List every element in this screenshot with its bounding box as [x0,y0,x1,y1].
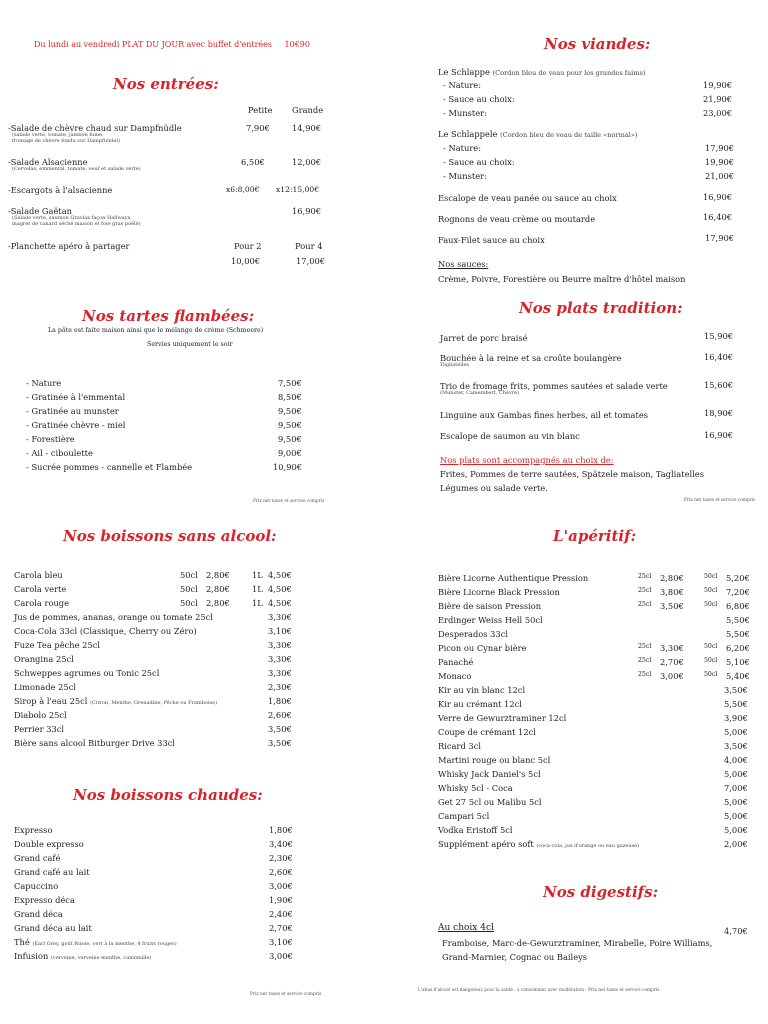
boisson-price: 2,60€ [268,710,292,720]
boisson-label: Sirop à l'eau 25cl [14,696,88,706]
aperitif-volume: 25cl [638,601,652,608]
aperitif-name: Get 27 5cl ou Malibu 5cl [438,797,542,807]
boisson-volume: 1L [252,598,263,608]
boisson-chaude-price: 1,80€ [269,825,293,835]
viande-price: 17,90€ [705,143,735,153]
plat-name: Linguine aux Gambas fines herbes, ail et tomates [440,410,648,420]
aperitif-price: 7,20€ [726,587,750,597]
aperitif-name: Kir au vin blanc 12cl [438,685,526,695]
boisson-chaude-label: Thé [14,937,30,947]
entree-price-small: 10,00€ [231,256,261,266]
boisson-chaude-price: 1,90€ [269,895,293,905]
entree-portion-small: Pour 2 [234,241,262,251]
aperitif-price: 2,00€ [724,839,748,849]
aperitif-price: 5,50€ [726,629,750,639]
boisson-chaude-price: 3,00€ [269,881,293,891]
tarte-name: - Gratinée au munster [26,406,119,416]
digestif-choice: Au choix 4cl [438,923,494,933]
aperitif-price: 2,70€ [660,657,684,667]
boisson-chaude-name: Expresso déca [14,895,75,905]
digestifs-footnote: L'abus d'alcool est dangereux pour la santé - à consommer avec modération - Prix net taxes et service compris [418,988,660,993]
schlappe-name: Le Schlappe [438,67,490,77]
aperitif-price: 5,10€ [726,657,750,667]
aperitif-price: 3,00€ [660,671,684,681]
aperitif-price: 3,50€ [724,685,748,695]
digestif-price: 4,70€ [724,926,748,936]
accompagnement-list: Frites, Pommes de terre sautées, Spätzele maison, Tagliatelles [440,469,704,479]
boisson-chaude-price: 2,30€ [269,853,293,863]
viande-price: 19,90€ [705,157,735,167]
col-header-grande: Grande [292,105,324,115]
tarte-price: 8,50€ [278,392,302,402]
boisson-chaude-name: Capuccino [14,881,59,891]
entree-name: -Escargots à l'alsacienne [8,185,113,195]
aperitif-price: 5,20€ [726,573,750,583]
boisson-price: 3,30€ [268,654,292,664]
tarte-price: 9,50€ [278,406,302,416]
aperitif-name: Picon ou Cynar bière [438,643,527,653]
tarte-name: - Gratinée à l'emmental [26,392,126,402]
boisson-chaude-price: 3,10€ [269,937,293,947]
tarte-name: - Nature [26,378,62,388]
entree-note: (Salade verte, saumon Gravlax façon Hallways, [12,215,132,221]
boisson-price: 2,80€ [206,584,230,594]
aperitif-volume: 25cl [638,587,652,594]
plat-name: Bouchée à la reine et sa croûte boulangère [440,353,622,363]
aperitif-volume: 50cl [704,671,718,678]
section-title-chaudes: Nos boissons chaudes: [73,786,263,804]
plat-price: 18,90€ [704,408,734,418]
plat-note: Tagliatelles [440,362,469,368]
aperitif-price: 5,40€ [726,671,750,681]
boisson-chaude-price: 2,70€ [269,923,293,933]
entree-name: -Salade Gaëtan [8,206,73,216]
entree-price-large: 14,90€ [292,123,322,133]
aperitif-volume: 50cl [704,657,718,664]
aperitif-price: 6,20€ [726,643,750,653]
tarte-price: 9,50€ [278,434,302,444]
entree-name: -Salade Alsacienne [8,157,88,167]
aperitif-price: 4,00€ [724,755,748,765]
boisson-price: 3,50€ [268,724,292,734]
boisson-chaude-price: 3,00€ [269,951,293,961]
boisson-chaude-name: Expresso [14,825,53,835]
boisson-chaude-name: Grand café [14,853,61,863]
section-title-sans-alcool: Nos boissons sans alcool: [63,527,277,545]
section-title-viandes: Nos viandes: [544,35,651,53]
viande-price: 23,00€ [703,108,733,118]
viande-price: 16,40€ [703,212,733,222]
aperitif-name: Ricard 3cl [438,741,481,751]
boisson-name: Limonade 25cl [14,682,77,692]
tarte-price: 10,90€ [273,462,303,472]
entree-price-large: 16,90€ [292,206,322,216]
aperitif-price: 5,50€ [726,615,750,625]
aperitif-name: Monaco [438,671,472,681]
viande-option: - Sauce au choix: [443,157,515,167]
aperitif-price: 3,90€ [724,713,748,723]
boisson-chaude-name [14,938,177,947]
aperitif-volume: 50cl [704,643,718,650]
plat-name: Jarret de porc braisé [440,333,528,343]
boisson-name: Jus de pommes, ananas, orange ou tomate 25cl [14,612,213,622]
boisson-name: Coca-Cola 33cl (Classique, Cherry ou Zéro) [14,626,197,636]
boisson-price: 2,30€ [268,682,292,692]
aperitif-name: Whisky Jack Daniel's 5cl [438,769,541,779]
aperitif-price: 6,80€ [726,601,750,611]
aperitif-price: 3,80€ [660,587,684,597]
entree-note: (Cervelas, emmental, tomate, oeuf et salade verte) [12,166,141,172]
viande-price: 16,90€ [703,192,733,202]
schlappele-note: (Cordon bleu de veau de taille «normal») [500,131,638,139]
boisson-name: Orangina 25cl [14,654,74,664]
aperitif-price: 5,00€ [724,797,748,807]
aperitif-name: Erdinger Weiss Hell 50cl [438,615,543,625]
boisson-price: 3,50€ [268,738,292,748]
aperitif-note: (coca-cola, jus d'orange ou eau gazeuse) [536,843,640,849]
banner-price: 10€90 [284,40,310,49]
entree-portion-large: Pour 4 [295,241,323,251]
boisson-volume: 50cl [180,598,198,608]
boisson-chaude-name [14,952,151,961]
viande-name: Rognons de veau crème ou moutarde [438,214,596,224]
boisson-name [14,697,217,706]
schlappe-title [438,68,646,77]
digestif-list: Grand-Marnier, Cognac ou Baileys [442,952,588,962]
banner-text: Du lundi au vendredi PLAT DU JOUR avec buffet d'entrées [34,40,272,49]
boisson-chaude-name: Grand déca au lait [14,923,92,933]
entree-price-large: x12:15,00€ [276,185,320,194]
tradition-footnote: Prix net taxes et service compris [684,498,756,503]
aperitif-name: Whisky 5cl - Coca [438,783,513,793]
boisson-name: Schweppes agrumes ou Tonic 25cl [14,668,160,678]
aperitif-price: 7,00€ [724,783,748,793]
aperitif-price: 5,00€ [724,825,748,835]
boisson-name: Carola bleu [14,570,63,580]
tarte-name: - Sucrée pommes - cannelle et Flambée [26,462,193,472]
aperitif-volume: 25cl [638,671,652,678]
aperitif-price: 3,30€ [660,643,684,653]
aperitif-name: Panaché [438,657,474,667]
boisson-chaude-name: Grand café au lait [14,867,90,877]
aperitif-name: Martini rouge ou blanc 5cl [438,755,551,765]
plat-name: Trio de fromage frits, pommes sautées et salade verte [440,381,668,391]
viande-option: - Munster: [443,171,487,181]
aperitif-name: Verre de Gewurztraminer 12cl [438,713,567,723]
aperitif-name: Desperados 33cl [438,629,509,639]
aperitif-name: Coupe de crémant 12cl [438,727,536,737]
boisson-price: 3,30€ [268,640,292,650]
plat-price: 16,90€ [704,430,734,440]
boisson-name: Carola verte [14,584,67,594]
entree-name: -Planchette apéro à partager [8,241,130,251]
boisson-name: Bière sans alcool Bitburger Drive 33cl [14,738,176,748]
boisson-name: Perrier 33cl [14,724,65,734]
boisson-volume: 1L [252,570,263,580]
aperitif-price: 3,50€ [724,741,748,751]
entree-note: fromage de chèvre fondu sur Dampfnüdel) [12,138,121,144]
tarte-name: - Gratinée chèvre - miel [26,420,126,430]
schlappele-name: Le Schlappele [438,129,498,139]
schlappe-note: (Cordon bleu de veau pour les grandes faims) [492,69,646,77]
entree-name: -Salade de chèvre chaud sur Dampfnüdle [8,123,182,133]
accompagnement-title: Nos plats sont accompagnés au choix de: [440,455,614,465]
boisson-chaude-price: 2,60€ [269,867,293,877]
aperitif-name: Kir au crémant 12cl [438,699,522,709]
viande-price: 21,90€ [703,94,733,104]
boisson-price: 3,30€ [268,612,292,622]
viande-option: - Nature: [443,143,481,153]
boisson-price: 1,80€ [268,696,292,706]
viande-option: - Sauce au choix: [443,94,515,104]
boisson-name: Fuze Tea pêche 25cl [14,640,101,650]
tartes-subtitle: Servies uniquement le soir [147,341,233,348]
boisson-chaude-price: 3,40€ [269,839,293,849]
entree-price-small: x6:8,00€ [226,185,260,194]
aperitif-name: Campari 5cl [438,811,490,821]
section-title-aperitif: L'apéritif: [553,527,637,545]
aperitif-volume: 50cl [704,573,718,580]
chaudes-footnote: Prix net taxes et service compris [250,992,322,997]
aperitif-label: Supplément apéro soft [438,839,534,849]
boisson-volume: 50cl [180,584,198,594]
tarte-name: - Forestière [26,434,75,444]
boisson-chaude-price: 2,40€ [269,909,293,919]
aperitif-name [438,840,639,849]
boisson-chaude-label: Infusion [14,951,49,961]
viande-price: 17,90€ [705,233,735,243]
viande-option: - Munster: [443,108,487,118]
tarte-price: 9,50€ [278,420,302,430]
aperitif-volume: 50cl [704,587,718,594]
col-header-petite: Petite [248,105,273,115]
entree-note: (salade verte, tomate, jambon fumé, [12,132,104,138]
tartes-subtitle: La pâte est faite maison ainsi que le mélange de crème (Schmeere) [48,327,264,334]
plat-name: Escalope de saumon au vin blanc [440,431,580,441]
section-title-digestifs: Nos digestifs: [543,883,659,901]
tarte-price: 9,00€ [278,448,302,458]
aperitif-volume: 25cl [638,657,652,664]
schlappele-title [438,130,637,139]
entree-price-small: 7,90€ [246,123,270,133]
boisson-name: Diabolo 25cl [14,710,67,720]
aperitif-price: 3,50€ [660,601,684,611]
boisson-price: 2,80€ [206,570,230,580]
boisson-volume: 1L [252,584,263,594]
boisson-price: 4,50€ [268,570,292,580]
aperitif-price: 5,00€ [724,811,748,821]
tarte-price: 7,50€ [278,378,302,388]
section-title-tartes: Nos tartes flambées: [82,307,255,325]
boisson-chaude-name: Grand déca [14,909,63,919]
digestif-list: Framboise, Marc-de-Gewurztraminer, Mirabelle, Poire Williams, [442,938,713,948]
aperitif-price: 5,50€ [724,699,748,709]
aperitif-price: 2,80€ [660,573,684,583]
aperitif-price: 5,00€ [724,769,748,779]
plat-du-jour-banner [34,40,310,49]
boisson-name: Carola rouge [14,598,70,608]
tartes-footnote: Prix net taxes et service compris [253,499,325,504]
viande-name: Faux-Filet sauce au choix [438,235,545,245]
entree-note: magret de canard séché maison et foie gras poêlé) [12,221,141,227]
section-title-tradition: Nos plats tradition: [519,299,683,317]
accompagnement-list: Légumes ou salade verte. [440,483,548,493]
boisson-price: 4,50€ [268,598,292,608]
aperitif-volume: 50cl [704,601,718,608]
boisson-chaude-note: (Earl Grey, goût Russe, vert à la menthe, 4 fruits rouges) [32,941,177,947]
section-title-entrees: Nos entrées: [113,75,219,93]
viande-name: Escalope de veau panée ou sauce au choix [438,193,617,203]
entree-price-large: 17,00€ [296,256,326,266]
viande-option: - Nature: [443,80,481,90]
boisson-price: 3,10€ [268,626,292,636]
plat-price: 15,60€ [704,380,734,390]
aperitif-volume: 25cl [638,573,652,580]
tarte-name: - Ail - ciboulette [26,448,93,458]
boisson-chaude-note: (verveine, verveine menthe, camomille) [50,955,152,961]
plat-price: 16,40€ [704,352,734,362]
boisson-price: 3,30€ [268,668,292,678]
boisson-chaude-name: Double expresso [14,839,84,849]
boisson-volume: 50cl [180,570,198,580]
entree-price-large: 12,00€ [292,157,322,167]
plat-price: 15,90€ [704,331,734,341]
aperitif-name: Vodka Eristoff 5cl [438,825,513,835]
aperitif-name: Bière de saison Pression [438,601,542,611]
boisson-note: (Citron, Menthe, Grenadine, Pêche ou Framboise) [90,700,218,706]
boisson-price: 4,50€ [268,584,292,594]
viande-price: 19,90€ [703,80,733,90]
entree-price-small: 6,50€ [241,157,265,167]
sauces-list: Crème, Poivre, Forestière ou Beurre maître d'hôtel maison [438,274,686,284]
aperitif-price: 5,00€ [724,727,748,737]
sauces-title: Nos sauces: [438,259,489,269]
boisson-price: 2,80€ [206,598,230,608]
aperitif-name: Bière Licorne Black Pression [438,587,560,597]
viande-price: 21,00€ [705,171,735,181]
aperitif-volume: 25cl [638,643,652,650]
aperitif-name: Bière Licorne Authentique Pression [438,573,589,583]
plat-note: (Munster, Camembert, Chèvre) [440,390,520,396]
